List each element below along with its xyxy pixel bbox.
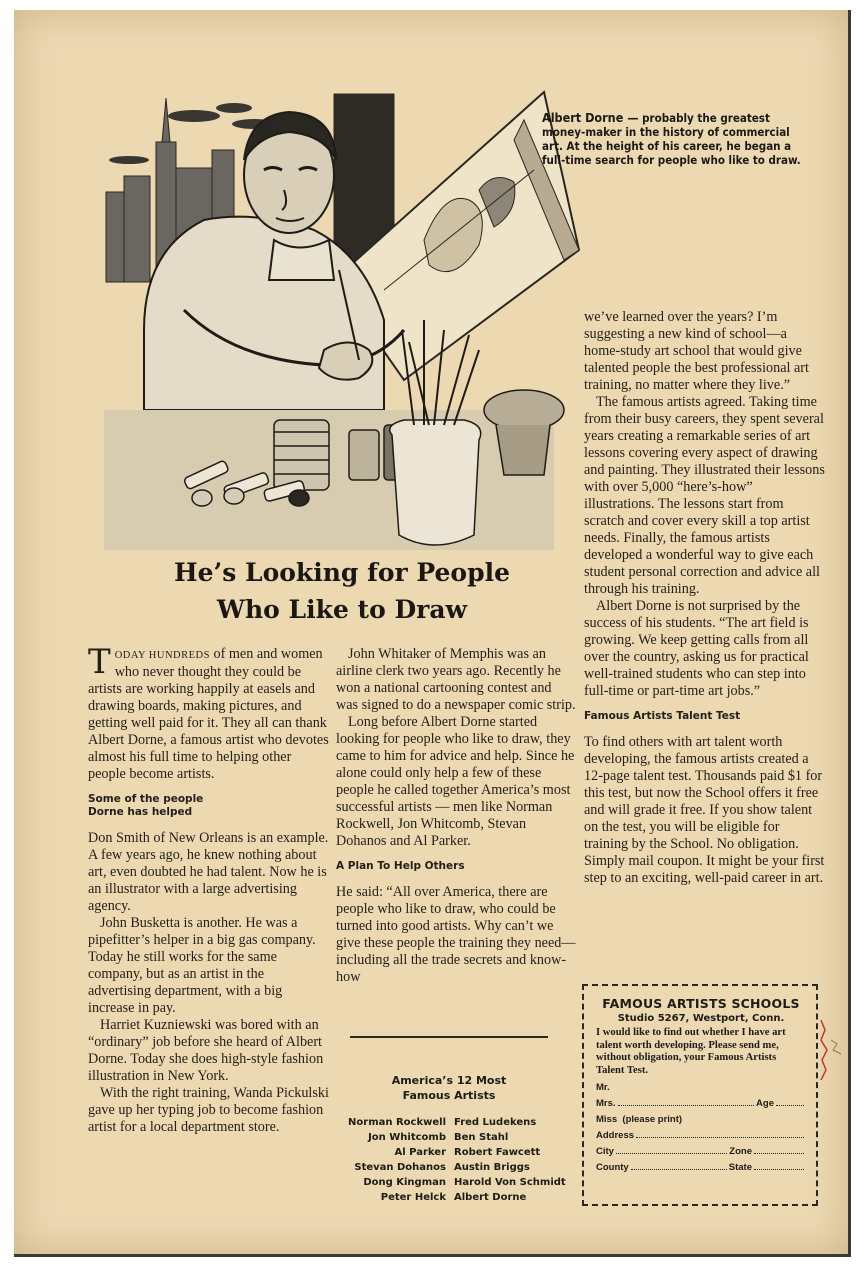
magazine-page — [14, 10, 851, 1257]
paragraph-he-said: He said: “All over America, there are people who like to draw, who could be turned into good artists. Why can’t we give these people the training they need—including all the trade secrets and know-how — [336, 884, 576, 985]
artists-row — [336, 1130, 586, 1145]
caption-lead: Albert Dorne — — [542, 110, 639, 125]
artist-name: Norman Rockwell — [348, 1117, 446, 1128]
label-mr: Mr. — [596, 1082, 610, 1093]
artists-row — [336, 1175, 586, 1190]
subhead-plan: A Plan To Help Others — [336, 860, 465, 872]
subhead-line2: Dorne has helped — [88, 806, 193, 818]
coupon-text: I would like to find out whether I have art talent worth developing. Please send me, without obligation, your Famous Artists Talent Test. — [596, 1027, 786, 1076]
subhead-people-helped — [88, 793, 330, 819]
label-zone: Zone — [729, 1146, 752, 1157]
address-line[interactable] — [636, 1137, 804, 1138]
article-column-1 — [88, 642, 330, 1136]
label-age: Age — [756, 1098, 774, 1109]
state-line[interactable] — [754, 1169, 804, 1170]
zone-line[interactable] — [754, 1153, 804, 1154]
paragraph-not-surprised: Albert Dorne is not surprised by the success of his students. “The art field is growing. We keep getting calls from all over the country, asking us for practical well-trained students who can step into full-time or part-time art jobs.” — [584, 598, 809, 699]
field-miss[interactable] — [596, 1109, 806, 1125]
field-mr[interactable] — [596, 1077, 806, 1093]
intro-smallcaps: ODAY HUNDREDS — [114, 650, 210, 661]
illustration-caption — [542, 111, 812, 167]
artist-illustration — [84, 80, 584, 550]
artists-title-line1: America’s 12 Most — [391, 1074, 507, 1087]
artists-title-line2: Famous Artists — [402, 1089, 496, 1102]
age-line[interactable] — [776, 1105, 804, 1106]
caption-text: probably the greatest money-maker in the history of commercial art. At the height of his career, he began a full-time search for people who like to draw. — [542, 111, 801, 167]
field-mrs-age[interactable] — [596, 1093, 806, 1109]
artist-name: Jon Whitcomb — [368, 1132, 446, 1143]
headline-line2: Who Like to Draw — [216, 595, 468, 624]
artists-row — [336, 1145, 586, 1160]
county-line[interactable] — [631, 1169, 727, 1170]
paragraph-continued: we’ve learned over the years? I’m suggesting a new kind of school—a home-study art school that would give talented people the best professional art training, no matter where they live.” — [584, 309, 809, 393]
artist-name: Ben Stahl — [454, 1132, 509, 1143]
artist-name: Fred Ludekens — [454, 1117, 537, 1128]
paragraph-harriet: Harriet Kuzniewski was bored with an “ordinary” job before she heard of Albert Dorne. Today she does high-style fashion illustration in New York. — [88, 1017, 324, 1084]
field-city-zone[interactable] — [596, 1141, 806, 1157]
divider-rule — [350, 1036, 548, 1038]
label-county: County — [596, 1162, 629, 1173]
coupon-title: FAMOUS ARTISTS SCHOOLS — [602, 996, 800, 1011]
subhead-line1: Some of the people — [88, 793, 204, 805]
city-line[interactable] — [616, 1153, 727, 1154]
field-address[interactable] — [596, 1125, 806, 1141]
paragraph-artists-agreed: The famous artists agreed. Taking time from their busy careers, they spent several years creating a remarkable series of art lessons covering every aspect of drawing and painting. They illustrated their lessons with over 5,000 “here’s-how” illustrations. The lessons start from scratch and cover every skill a top artist needs. Finally, the famous artists developed a wonderful way to give each student personal correction and advice all through his training. — [584, 394, 825, 597]
name-line[interactable] — [618, 1105, 755, 1106]
artist-name: Dong Kingman — [363, 1177, 446, 1188]
artist-name: Albert Dorne — [454, 1192, 527, 1203]
artist-name: Austin Briggs — [454, 1162, 530, 1173]
headline-line1: He’s Looking for People — [173, 558, 510, 587]
paragraph-dorne-search: Long before Albert Dorne started looking for people who like to draw, they came to him for advice and help. Since he alone could only help a few of these people he called together America’s most successful artists — men like Norman Rockwell, Jon Whitcomb, Stevan Dohanos and Al Parker. — [336, 714, 575, 849]
paragraph-john-busketta: John Busketta is another. He was a pipefitter’s helper in a big gas company. Today he still works for the same company, but as an artist in the advertising department, with a big increase in pay. — [88, 915, 316, 1016]
article-column-3 — [584, 309, 826, 887]
intro-paragraph — [88, 642, 330, 783]
label-mrs: Mrs. — [596, 1098, 616, 1109]
artist-name: Robert Fawcett — [454, 1147, 541, 1158]
field-county-state[interactable] — [596, 1157, 806, 1173]
paragraph-wanda: With the right training, Wanda Pickulski gave up her typing job to become fashion artist for a local department store. — [88, 1085, 329, 1135]
artist-name: Harold Von Schmidt — [454, 1177, 566, 1188]
subhead-talent-test: Famous Artists Talent Test — [584, 710, 741, 722]
label-address: Address — [596, 1130, 635, 1141]
headline — [132, 554, 552, 628]
artist-name: Stevan Dohanos — [354, 1162, 446, 1173]
intro-text: of men and women who never thought they could be artists are working happily at easels and drawing boards, making pictures, and getting well paid for it. They all can thank Albert Dorne, a famous artist who devotes almost his full time to helping other people become artists. — [88, 646, 329, 782]
label-please-print: (please print) — [622, 1114, 683, 1125]
label-city: City — [596, 1146, 614, 1157]
artist-name: Peter Helck — [380, 1192, 446, 1203]
page-tear — [819, 1020, 849, 1080]
artists-row — [336, 1160, 586, 1175]
paragraph-don-smith: Don Smith of New Orleans is an example. A few years ago, he knew nothing about art, even doubted he had talent. Now he is an illustrator with a large advertising agency. — [88, 830, 329, 914]
artist-name: Al Parker — [394, 1147, 446, 1158]
artists-box-title — [344, 1073, 554, 1103]
paragraph-john-whitaker: John Whitaker of Memphis was an airline clerk two years ago. Recently he won a national cartooning contest and was signed to do a newspaper comic strip. — [336, 646, 576, 713]
artists-row — [336, 1115, 586, 1130]
artists-list — [336, 1115, 586, 1205]
paragraph-talent-test: To find others with art talent worth developing, the famous artists created a 12-page talent test. Thousands paid $1 for this test, but now the School offers it free and will grade it free. If you show talent on the test, you will be eligible for training by the School. No obligation. Simply mail coupon. It might be your first step to an exciting, well-paid career in art. — [584, 734, 825, 886]
mail-coupon[interactable] — [582, 984, 818, 1206]
label-miss: Miss — [596, 1114, 618, 1125]
artists-row — [336, 1190, 586, 1205]
label-state: State — [728, 1162, 752, 1173]
article-column-2 — [336, 646, 576, 986]
coupon-studio: Studio 5267, Westport, Conn. — [617, 1013, 785, 1024]
drop-cap: T — [88, 642, 111, 682]
